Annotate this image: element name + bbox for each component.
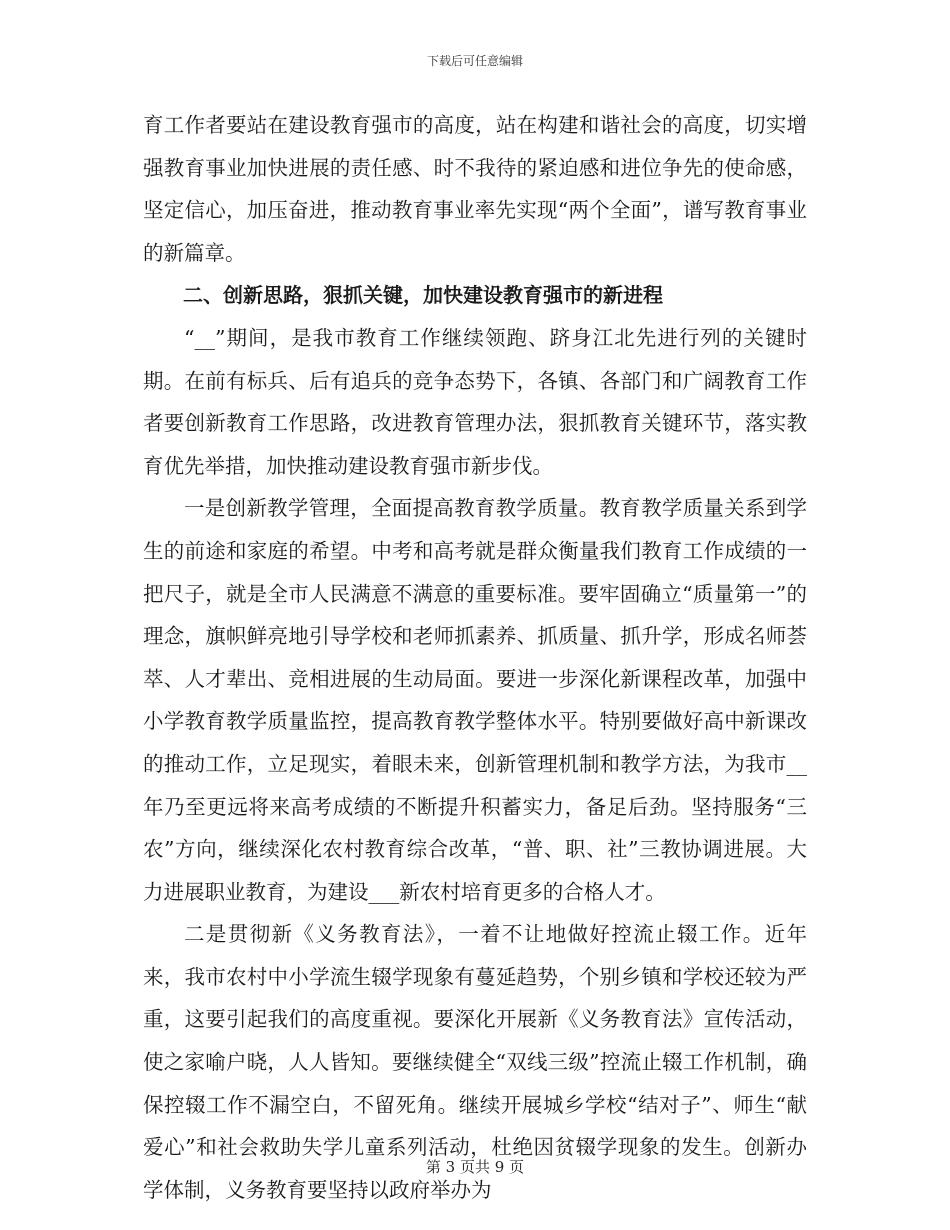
page-number: 第 3 页共 9 页 bbox=[425, 1158, 525, 1176]
paragraph: 一是创新教学管理，全面提高教育教学质量。教育教学质量关系到学生的前途和家庭的希望。中考和高考就是群众衡量我们教育工作成绩的一把尺子，就是全市人民满意不满意的重要标准。要牢固确立“质量第一”的理念，旗帜鲜亮地引导学校和老师抓素养、抓质量、抓升学，形成名师荟萃、人才辈出、竞相进展的生动局面。要进一步深化新课程改革，加强中小学教育教学质量监控，提高教育教学整体水平。特别要做好高中新课改的推动工作，立足现实，着眼未来，创新管理机制和教学方法，为我市__年乃至更远将来高考成绩的不断提升积蓄实力，备足后劲。坚持服务“三农”方向，继续深化农村教育综合改革，“普、职、社”三教协调进展。大力进展职业教育，为建设___新农村培育更多的合格人才。 bbox=[143, 496, 807, 904]
paragraph-continuation: 育工作者要站在建设教育强市的高度，站在构建和谐社会的高度，切实增强教育事业加快进展的责任感、时不我待的紧迫感和进位争先的使命感，坚定信心，加压奋进，推动教育事业率先实现“两个全面”，谱写教育事业的新篇章。 bbox=[143, 113, 807, 265]
document-body bbox=[143, 104, 807, 1211]
page-header-note: 下载后可任意编辑 bbox=[426, 54, 523, 68]
paragraph: “__”期间，是我市教育工作继续领跑、跻身江北先进行列的关键时期。在前有标兵、后有追兵的竞争态势下，各镇、各部门和广阔教育工作者要创新教育工作思路，改进教育管理办法，狠抓教育关键环节，落实教育优先举措，加快推动建设教育强市新步伐。 bbox=[143, 325, 807, 478]
section-heading: 二、创新思路，狠抓关键，加快建设教育强市的新进程 bbox=[183, 283, 663, 308]
paragraph: 二是贯彻新《义务教育法》，一着不让地做好控流止辍工作。近年来，我市农村中小学流生辍学现象有蔓延趋势，个别乡镇和学校还较为严重，这要引起我们的高度重视。要深化开展新《义务教育法》宣传活动，使之家喻户晓，人人皆知。要继续健全“双线三级”控流止辍工作机制，确保控辍工作不漏空白，不留死角。继续开展城乡学校“结对子”、师生“献爱心”和社会救助失学儿童系列活动，杜绝因贫辍学现象的发生。创新办学体制，义务教育要坚持以政府举办为 bbox=[143, 922, 807, 1202]
